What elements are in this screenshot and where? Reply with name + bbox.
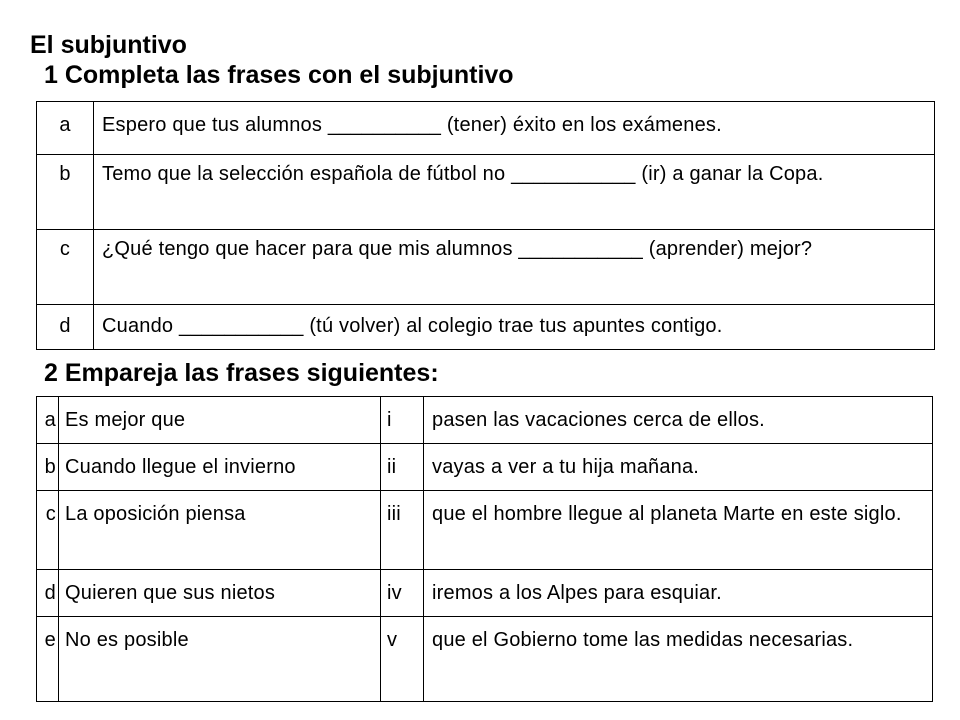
row-numeral: iv [381,570,424,617]
table-row [37,102,935,155]
sentence-text: Temo que la selección española de fútbol no ___________ (ir) a ganar la Copa. [94,155,935,230]
table-row [37,491,933,570]
exercise-2-table [36,396,933,702]
row-letter: b [37,155,94,230]
sentence-start: Cuando llegue el invierno [59,444,381,491]
table-row [37,570,933,617]
row-numeral: ii [381,444,424,491]
row-numeral: iii [381,491,424,570]
sentence-end: que el Gobierno tome las medidas necesarias. [424,617,933,702]
table-row [37,155,935,230]
sentence-start: No es posible [59,617,381,702]
row-letter: c [37,491,59,570]
sentence-end: que el hombre llegue al planeta Marte en este siglo. [424,491,933,570]
row-letter: d [37,305,94,350]
sentence-end: iremos a los Alpes para esquiar. [424,570,933,617]
sentence-start: Es mejor que [59,397,381,444]
row-letter: d [37,570,59,617]
exercise-2-heading: 2 Empareja las frases siguientes: [44,359,439,387]
table-row [37,230,935,305]
sentence-start: Quieren que sus nietos [59,570,381,617]
table-row [37,305,935,350]
sentence-end: vayas a ver a tu hija mañana. [424,444,933,491]
table-row [37,444,933,491]
row-letter: a [37,102,94,155]
exercise-1-table [36,101,935,350]
sentence-end: pasen las vacaciones cerca de ellos. [424,397,933,444]
row-numeral: i [381,397,424,444]
sentence-start: La oposición piensa [59,491,381,570]
table-row [37,397,933,444]
row-letter: b [37,444,59,491]
sentence-text: ¿Qué tengo que hacer para que mis alumnos ___________ (aprender) mejor? [94,230,935,305]
sentence-text: Cuando ___________ (tú volver) al colegio trae tus apuntes contigo. [94,305,935,350]
row-letter: a [37,397,59,444]
table-row [37,617,933,702]
page-title: El subjuntivo [30,31,187,59]
row-numeral: v [381,617,424,702]
sentence-text: Espero que tus alumnos __________ (tener) éxito en los exámenes. [94,102,935,155]
row-letter: e [37,617,59,702]
exercise-1-heading: 1 Completa las frases con el subjuntivo [44,61,514,89]
row-letter: c [37,230,94,305]
